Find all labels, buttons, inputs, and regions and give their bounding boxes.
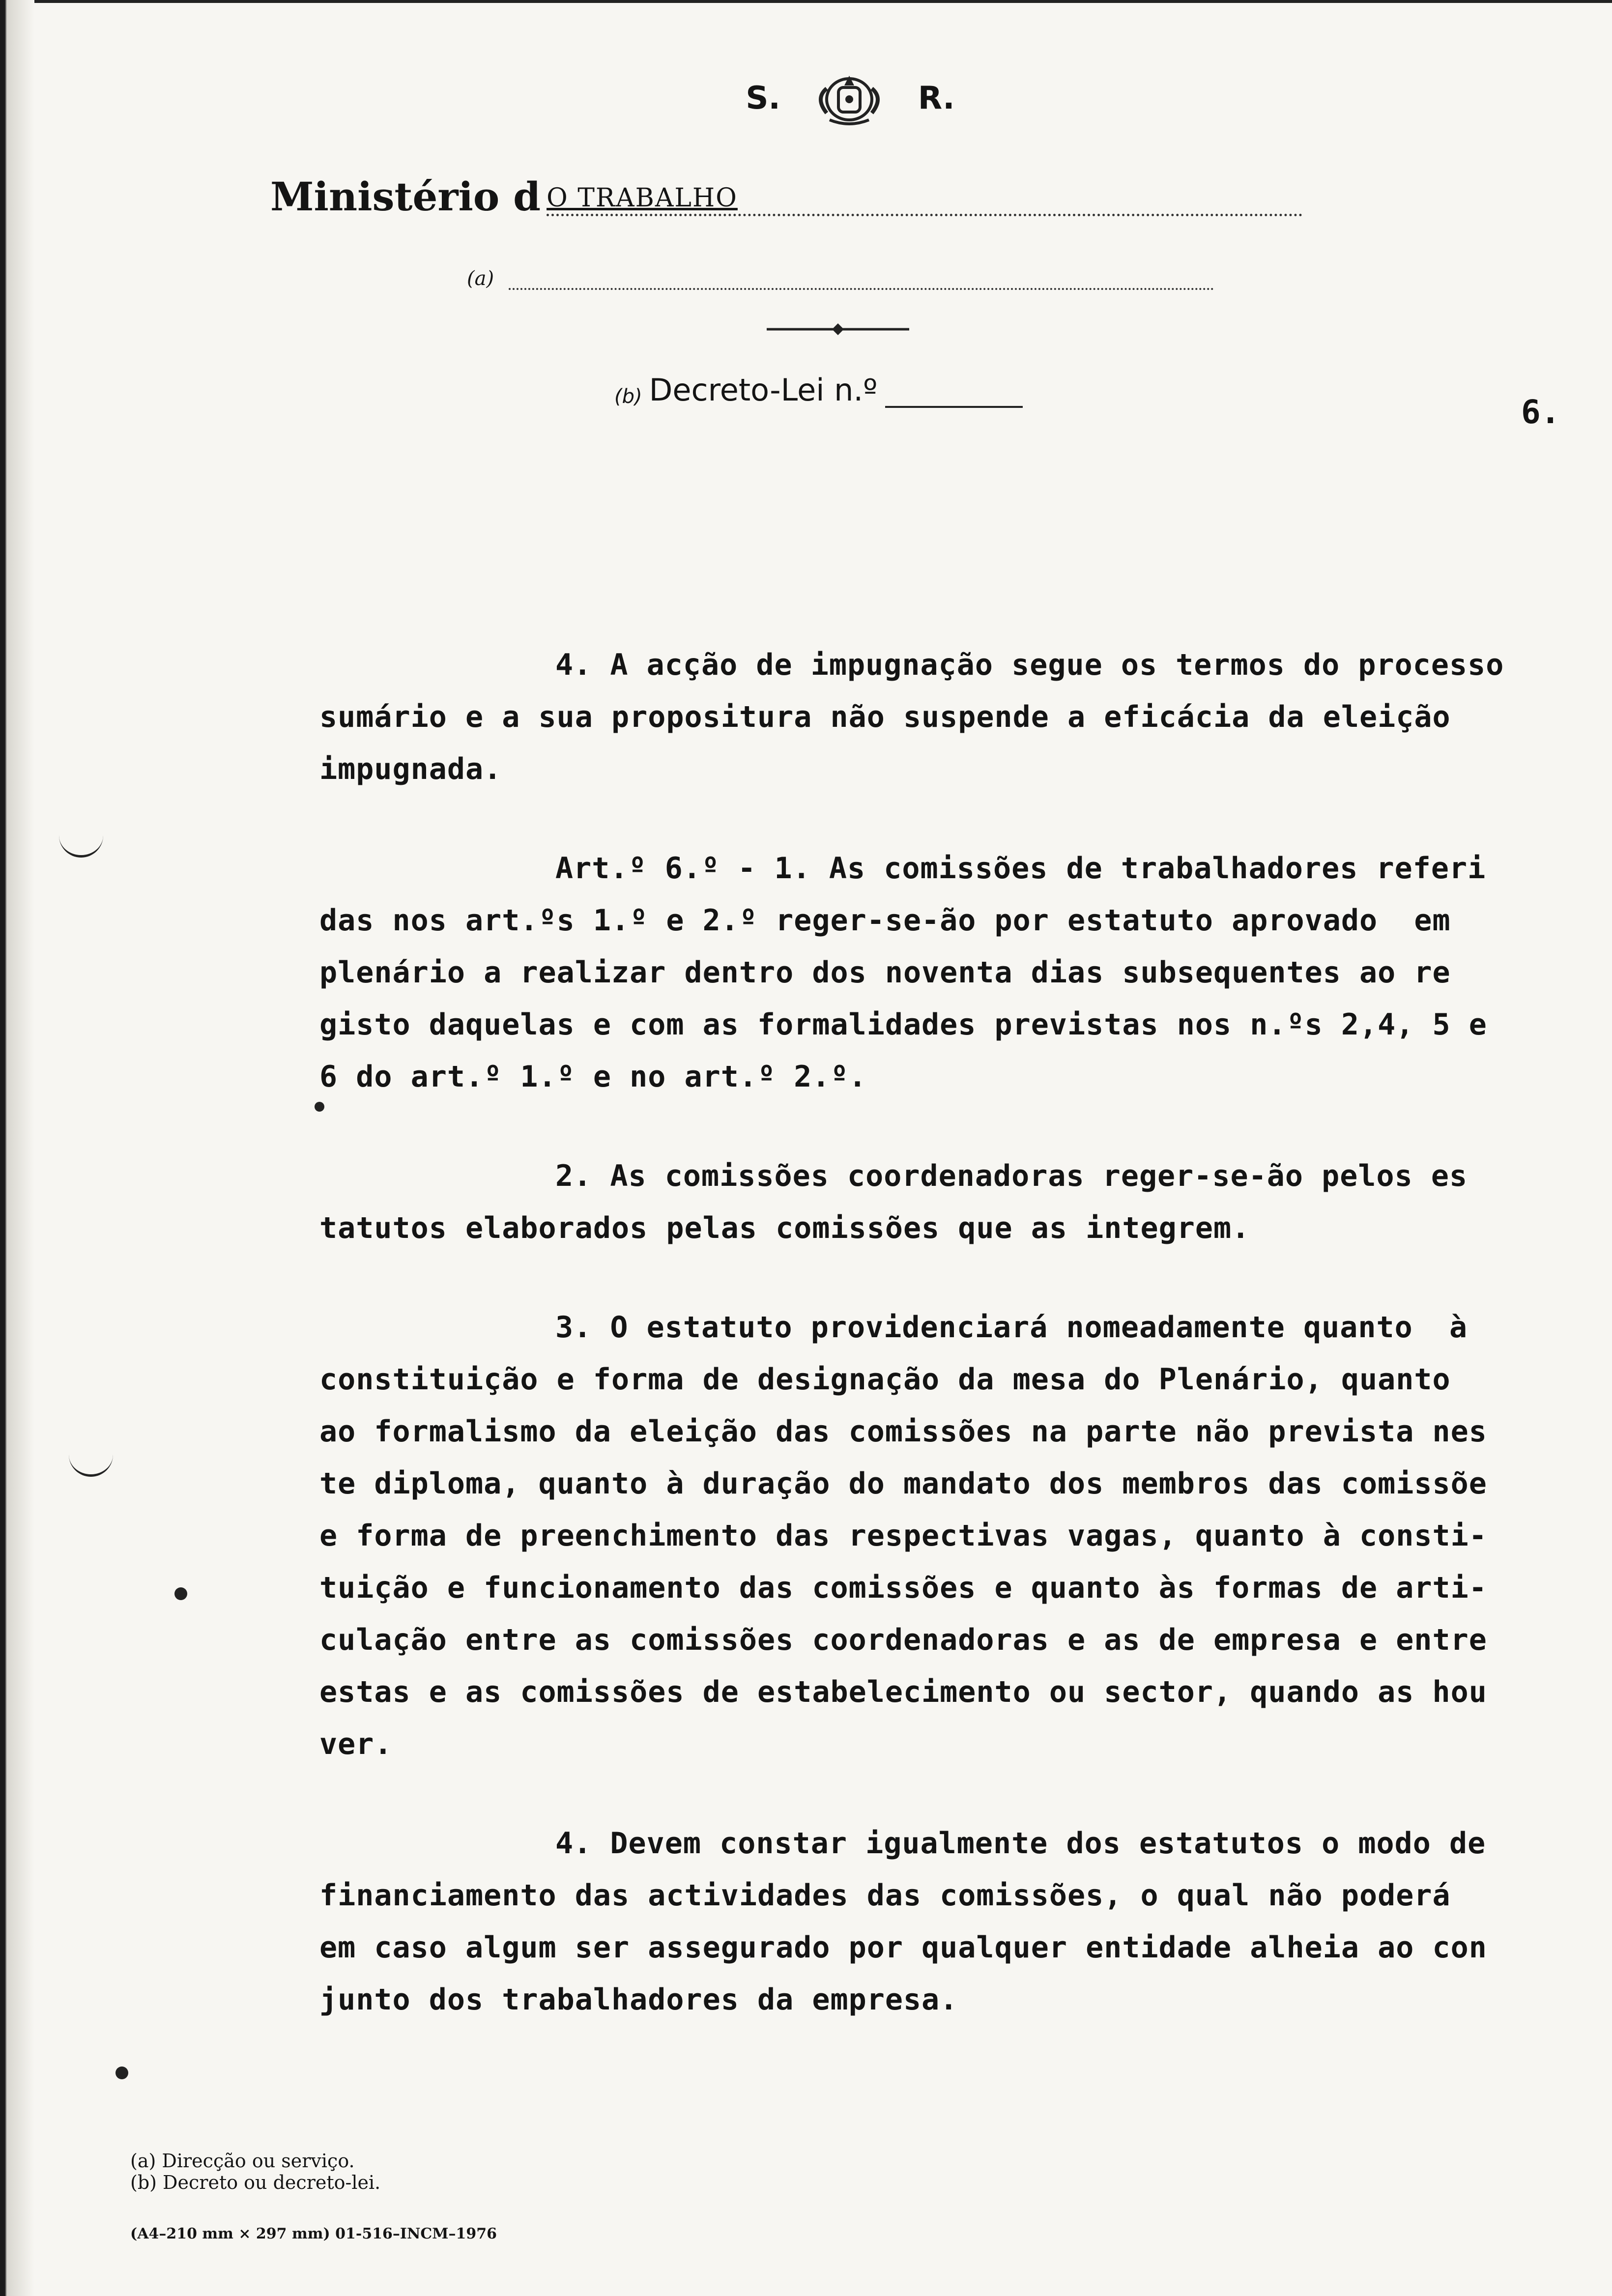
text-line: financiamento das actividades das comissões, o qual não poderá	[319, 1878, 1451, 1913]
text-line: em caso algum ser assegurado por qualquer entidade alheia ao con	[319, 1930, 1487, 1965]
letter-s: S.	[746, 80, 780, 116]
scan-mark	[59, 835, 103, 858]
text-line: tuição e funcionamento das comissões e quanto às formas de arti-	[319, 1571, 1487, 1605]
footnote-b: (b) Decreto ou decreto-lei.	[130, 2172, 381, 2193]
paragraph-impugnacao	[319, 639, 1607, 795]
footnote-a: (a) Direcção ou serviço.	[130, 2150, 355, 2172]
print-reference: (A4–210 mm × 297 mm) 01-516–INCM–1976	[130, 2225, 497, 2242]
page-number: 6.	[1521, 393, 1560, 431]
text-line: 3. O estatuto providenciará nomeadamente quanto à	[555, 1310, 1468, 1345]
letterhead-sr	[727, 69, 973, 128]
text-line: e forma de preenchimento das respectivas vagas, quanto à consti-	[319, 1519, 1487, 1553]
ornamental-divider	[767, 319, 909, 339]
ministry-name-field	[547, 185, 1302, 216]
paragraph-art6-4	[319, 1817, 1607, 2026]
scan-speck	[315, 1102, 324, 1112]
text-line: culação entre as comissões coordenadoras e as de empresa e entre	[319, 1623, 1487, 1657]
binding-edge	[0, 0, 34, 2296]
footnote-mark-a: (a)	[467, 267, 494, 290]
scan-mark	[69, 1455, 113, 1477]
paragraph-art6-1	[319, 842, 1607, 1103]
body-text	[319, 639, 1607, 2073]
coat-of-arms-icon	[810, 69, 889, 128]
footnotes	[130, 2150, 380, 2193]
text-line: plenário a realizar dentro dos noventa dias subsequentes ao re	[319, 955, 1451, 990]
ministry-label: Ministério d	[270, 173, 541, 220]
decree-number-blank	[885, 379, 1023, 408]
letter-r: R.	[918, 80, 955, 116]
direction-field-line	[467, 256, 1214, 290]
text-line: sumário e a sua propositura não suspende a eficácia da eleição	[319, 700, 1451, 734]
text-line: 4. A acção de impugnação segue os termos do processo	[555, 648, 1504, 682]
decree-line	[614, 364, 1106, 408]
text-line: constituição e forma de designação da mesa do Plenário, quanto	[319, 1362, 1451, 1397]
text-line: Art.º 6.º - 1. As comissões de trabalhadores referi	[555, 851, 1486, 886]
footnote-mark-b: (b)	[614, 385, 642, 408]
text-line: ver.	[319, 1727, 393, 1761]
paragraph-art6-3	[319, 1301, 1607, 1770]
text-line: estas e as comissões de estabelecimento ou sector, quando as hou	[319, 1675, 1487, 1709]
text-line: junto dos trabalhadores da empresa.	[319, 1982, 958, 2017]
direction-field-blank	[509, 268, 1214, 290]
ministry-line	[270, 162, 1302, 220]
text-line: impugnada.	[319, 752, 502, 786]
text-line: tatutos elaborados pelas comissões que as integrem.	[319, 1211, 1250, 1245]
text-line: ao formalismo da eleição das comissões na parte não prevista nes	[319, 1414, 1487, 1449]
scan-speck	[115, 2066, 128, 2079]
text-line: 6 do art.º 1.º e no art.º 2.º.	[319, 1060, 867, 1094]
paragraph-art6-2	[319, 1150, 1607, 1254]
text-line: te diploma, quanto à duração do mandato dos membros das comissõe	[319, 1466, 1487, 1501]
decree-label: Decreto-Lei n.º	[649, 372, 878, 408]
text-line: gisto daquelas e com as formalidades previstas nos n.ºs 2,4, 5 e	[319, 1007, 1487, 1042]
scan-speck	[174, 1587, 187, 1600]
text-line: 2. As comissões coordenadoras reger-se-ão pelos es	[555, 1159, 1468, 1193]
top-edge-rule	[0, 0, 1612, 3]
ministry-name: O TRABALHO	[547, 183, 738, 213]
text-line: das nos art.ºs 1.º e 2.º reger-se-ão por estatuto aprovado em	[319, 903, 1451, 938]
text-line: 4. Devem constar igualmente dos estatutos o modo de	[555, 1826, 1486, 1861]
